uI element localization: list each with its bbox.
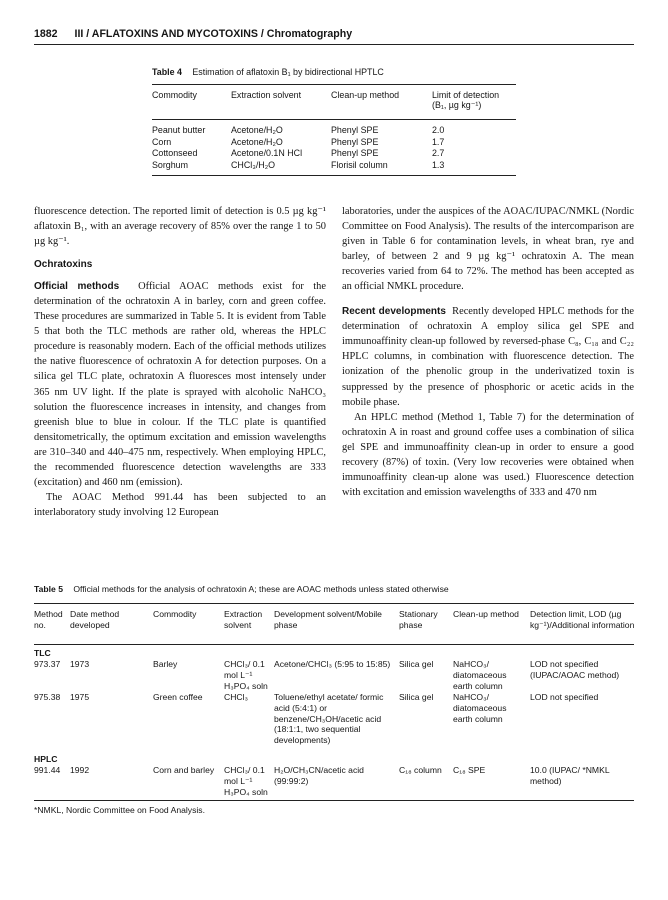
table-cell: 975.38 — [34, 692, 61, 702]
paragraph: laboratories, under the auspices of the AOAC/IUPAC/NMKL (Nordic Committee on Food Analysis). The results of the intercomparison are given in Table 6 for contamination levels, in wheat bran, rye and barley, of between 2 and 9 µg kg⁻¹ ochratoxin A. The mean recoveries varied from 64 to 72%. The method has been accepted as an official NMKL procedure. — [342, 206, 634, 293]
table-cell: CHCl₃/ 0.1 mol L⁻¹ H₃PO₄ soln — [224, 765, 268, 797]
col-header: Extraction solvent — [224, 609, 263, 630]
table-cell: Silica gel — [399, 692, 434, 702]
table-cell: C₁₈ SPE — [453, 765, 486, 775]
table-cell: CHCl₃/H₂O — [231, 159, 276, 170]
table-cell: Green coffee — [153, 692, 203, 702]
table-cell: 1992 — [70, 765, 90, 775]
table-4-label: Table 4 — [152, 67, 182, 77]
paragraph: The AOAC Method 991.44 has been subjected to an interlaboratory study involving 12 European — [34, 491, 326, 518]
table-cell: Acetone/H₂O — [231, 136, 283, 147]
paragraph: An HPLC method (Method 1, Table 7) for the determination of ochratoxin A in roast and ground coffee uses a combination of silica gel SPE and immunoaffinity clean-up in order to ensure a good recovery (87%) of toxin. (Very low recoveries were obtained when immunoaffinity clean-up alone was used.) Fluorescence detection with excitation and emission wavelengths of 333 and 470 nm — [342, 411, 634, 498]
header-rule — [34, 44, 634, 45]
table-cell: Toluene/ethyl acetate/ formic acid (5:4:1) or benzene/CH₃OH/acetic acid (18:1:1, two sequential developments) — [274, 692, 384, 746]
table-5-title: Official methods for the analysis of ochratoxin A; these are AOAC methods unless stated otherwise — [73, 584, 449, 594]
table-row — [34, 765, 634, 800]
table-row — [152, 125, 516, 137]
table-cell: Silica gel — [399, 659, 434, 669]
table-5-label: Table 5 — [34, 584, 63, 594]
table-rule — [152, 175, 516, 176]
table-5-header — [34, 604, 634, 644]
left-column — [34, 204, 326, 520]
page-number: 1882 — [34, 28, 58, 40]
table-4-title: Estimation of aflatoxin B₁ by bidirectional HPTLC — [192, 67, 384, 77]
table-cell: 1973 — [70, 659, 90, 669]
section-heading-ochratoxins: Ochratoxins — [34, 259, 93, 271]
table-cell: Phenyl SPE — [331, 148, 379, 159]
table-4-caption — [152, 67, 516, 77]
table-cell: LOD not specified — [530, 692, 599, 702]
runin-heading: Official methods — [34, 281, 120, 293]
table-cell: Sorghum — [152, 159, 189, 170]
section-title: III / AFLATOXINS AND MYCOTOXINS / Chromatography — [74, 28, 353, 40]
table-4-header — [152, 85, 516, 119]
table-cell: 1.7 — [432, 136, 445, 147]
group-label-hplc: HPLC — [34, 754, 58, 764]
table-cell: Acetone/CHCl₃ (5:95 to 15:85) — [274, 659, 391, 669]
col-header: Development solvent/Mobile phase — [274, 609, 382, 630]
table-cell: LOD not specified (IUPAC/AOAC method) — [530, 659, 620, 680]
table-cell: Corn — [152, 136, 172, 147]
table-cell: C₁₈ column — [399, 765, 442, 775]
table-cell: Barley — [153, 659, 178, 669]
table-5-footnote: *NMKL, Nordic Committee on Food Analysis. — [34, 805, 205, 815]
table-row — [34, 692, 634, 751]
table-cell: Phenyl SPE — [331, 125, 379, 135]
table-row — [152, 160, 516, 172]
group-label-tlc: TLC — [34, 648, 51, 658]
table-rule — [34, 800, 634, 801]
table-5-caption — [34, 584, 634, 594]
table-cell: Cottonseed — [152, 148, 198, 159]
table-cell: Acetone/H₂O — [231, 125, 283, 135]
col-header: Extraction solvent — [231, 90, 302, 100]
table-cell: 973.37 — [34, 659, 61, 669]
paragraph-official-methods: Official methods Official AOAC methods exist for the determination of the ochratoxin A in barley, corn and green coffee. These procedures are summarized in Table 5. It is evident from Table 5 that both the TLC methods are rather old, whereas the HPLC procedure is reasonably modern. Each of the official methods utilizes the native fluorescence of ochratoxin A for detection purposes. On a silica gel TLC plate, ochratoxin A fluoresces most intensely under 365 nm UV light. If the plate is sprayed with alcoholic NaHCO₃ solution the fluorescence increases in intensity, and changes from greenish blue to blue in colour. If the TLC plate is quantified densitometrically, the optimum excitation and emission wavelengths are 310–340 and 440–475 nm, respectively. When employing HPLC, the recommended fluorescence detection wavelengths are 333 (excitation) and 460 nm (emission). — [34, 281, 326, 488]
col-header: Commodity — [153, 609, 197, 619]
table-cell: 10.0 (IUPAC/ *NMKL method) — [530, 765, 610, 786]
table-4 — [152, 67, 516, 176]
col-header: Limit of detection (B₁, µg kg⁻¹) — [432, 90, 500, 110]
col-header: Detection limit, LOD (µg kg⁻¹)/Additional information — [530, 609, 635, 630]
col-header: Method no. — [34, 609, 63, 630]
table-row — [152, 137, 516, 149]
table-cell: 1.3 — [432, 159, 445, 170]
table-cell: Acetone/0.1N HCl — [231, 148, 303, 159]
col-header: Clean-up method — [331, 90, 400, 100]
table-row — [34, 659, 634, 692]
col-header: Date method developed — [70, 609, 120, 630]
table-cell: Peanut butter — [152, 125, 206, 135]
table-cell: Florisil column — [331, 159, 388, 170]
right-column — [342, 204, 634, 500]
table-cell: 2.0 — [432, 125, 445, 135]
table-cell: Corn and barley — [153, 765, 215, 775]
table-cell: CHCl₃ — [224, 692, 249, 702]
paragraph-recent-developments: Recent developments Recently developed HPLC methods for the determination of ochratoxin A employ silica gel SPE and immunoaffinity clean-up followed by reversed-phase C₈, C₁₈ and C₂₂ HPLC columns, in combination with fluorescence detection. The ionization of the phenolic group in the underivatized toxin is suppressed by the presence of phosphoric or acetic acids in the mobile phase. — [342, 306, 634, 408]
table-cell: 1975 — [70, 692, 90, 702]
col-header: Clean-up method — [453, 609, 519, 619]
table-row — [152, 148, 516, 160]
table-cell: 2.7 — [432, 148, 445, 159]
table-cell: CHCl₃/ 0.1 mol L⁻¹ H₃PO₄ soln — [224, 659, 268, 691]
col-header: Stationary phase — [399, 609, 438, 630]
table-cell: NaHCO₃/ diatomaceous earth column — [453, 692, 507, 724]
col-header: Commodity — [152, 90, 197, 100]
running-head — [34, 28, 634, 40]
table-5 — [34, 584, 634, 815]
table-cell: NaHCO₃/ diatomaceous earth column — [453, 659, 507, 691]
paragraph: fluorescence detection. The reported limit of detection is 0.5 µg kg⁻¹ aflatoxin B₁, with an average recovery of 85% over the range 1 to 50 µg kg⁻¹. — [34, 206, 326, 248]
table-cell: Phenyl SPE — [331, 136, 379, 147]
table-cell: H₂O/CH₃CN/acetic acid (99:99:2) — [274, 765, 364, 786]
runin-heading: Recent developments — [342, 306, 446, 318]
table-cell: 991.44 — [34, 765, 61, 775]
